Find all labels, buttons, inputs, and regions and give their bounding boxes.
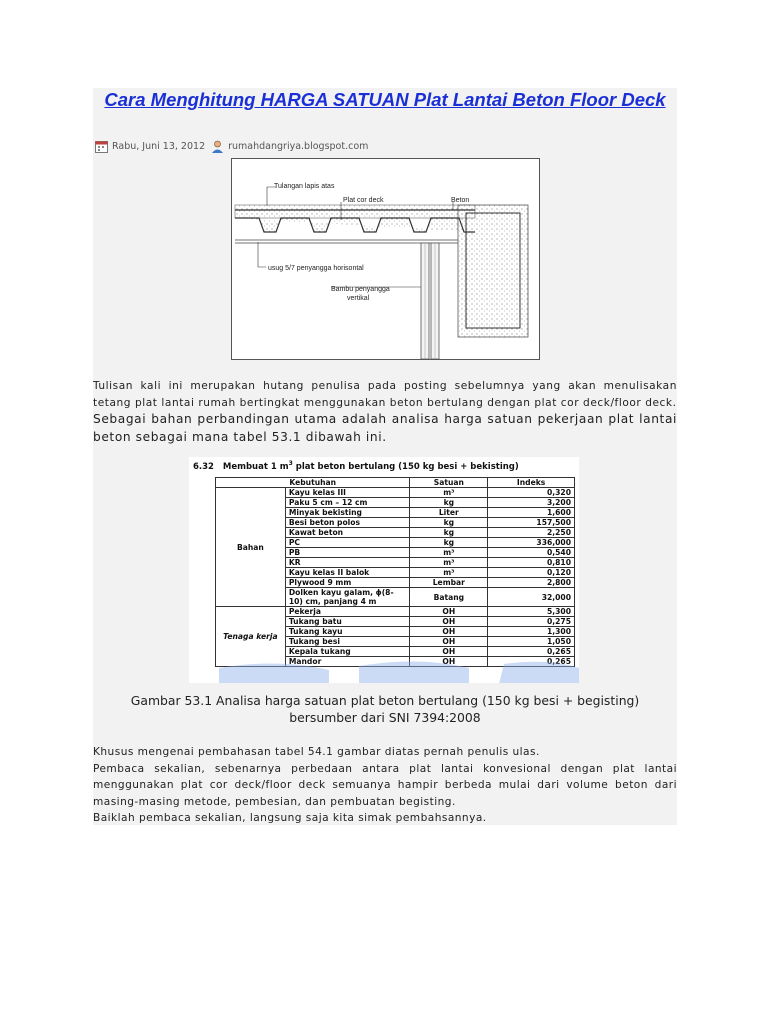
header-indeks: Indeks <box>488 478 575 488</box>
cell-unit: OH <box>410 627 488 637</box>
post-meta <box>95 138 368 154</box>
cell-item: Tukang besi <box>285 637 410 647</box>
cell-index: 0,120 <box>488 568 575 578</box>
cell-item: Kepala tukang <box>285 647 410 657</box>
cell-item: Minyak bekisting <box>285 508 410 518</box>
post-title-link[interactable]: Cara Menghitung HARGA SATUAN Plat Lantai Beton Floor Deck <box>104 89 666 110</box>
floor-deck-diagram <box>231 158 540 360</box>
body-text <box>93 744 677 827</box>
label-bambu-line2: vertikal <box>347 295 370 302</box>
cell-index: 3,200 <box>488 498 575 508</box>
label-plat-cor-deck: Plat cor deck <box>343 197 384 204</box>
post-date: Rabu, Juni 13, 2012 <box>112 140 206 152</box>
header-satuan: Satuan <box>410 478 488 488</box>
cell-unit: Liter <box>410 508 488 518</box>
cell-unit: OH <box>410 647 488 657</box>
table-row <box>216 488 575 498</box>
cell-index: 2,800 <box>488 578 575 588</box>
cell-index: 0,540 <box>488 548 575 558</box>
cell-unit: kg <box>410 498 488 508</box>
cell-item: PB <box>285 548 410 558</box>
table-title: 6.32 Membuat 1 $m^3$ plat beton bertulang (150 kg besi + bekisting) <box>193 460 519 472</box>
label-usug: usug 5/7 penyangga horisontal <box>268 265 364 272</box>
cell-unit: m³ <box>410 558 488 568</box>
cell-item: Tukang batu <box>285 617 410 627</box>
body-line1: Khusus mengenai pembahasan tabel 54.1 gambar diatas pernah penulis ulas. <box>93 746 540 758</box>
cell-unit: OH <box>410 607 488 617</box>
cell-index: 0,320 <box>488 488 575 498</box>
calendar-icon <box>95 140 108 153</box>
cell-unit: OH <box>410 617 488 627</box>
cell-index: 1,600 <box>488 508 575 518</box>
analysis-table <box>215 477 575 667</box>
figure-caption <box>93 692 677 726</box>
body-line3: Baiklah pembaca sekalian, langsung saja kita simak pembahsannya. <box>93 812 487 824</box>
cell-item: PC <box>285 538 410 548</box>
cell-unit: OH <box>410 637 488 647</box>
cell-item: Mandor <box>285 657 410 667</box>
user-icon <box>211 140 224 153</box>
caption-line1: Gambar 53.1 Analisa harga satuan plat beton bertulang (150 kg besi + begisting) <box>130 693 640 708</box>
cell-unit: Batang <box>410 588 488 607</box>
group-label: Bahan <box>216 488 286 607</box>
intro-paragraph: Tulisan kali ini merupakan hutang penulisa pada posting sebelumnya yang akan menulisakan tetang plat lantai rumah bertingkat menggunakan beton bertulang dengan plat cor deck/floor deck. <box>93 380 677 409</box>
cell-item: Tukang kayu <box>285 627 410 637</box>
table-header-row <box>216 478 575 488</box>
cell-item: Plywood 9 mm <box>285 578 410 588</box>
caption-line2: bersumber dari SNI 7394:2008 <box>289 710 481 725</box>
cell-index: 0,275 <box>488 617 575 627</box>
cell-item: Kayu kelas II balok <box>285 568 410 578</box>
cell-unit: m³ <box>410 488 488 498</box>
cell-index: 5,300 <box>488 607 575 617</box>
cell-index: 0,265 <box>488 657 575 667</box>
cell-item: Paku 5 cm – 12 cm <box>285 498 410 508</box>
cell-index: 2,250 <box>488 528 575 538</box>
cell-index: 336,000 <box>488 538 575 548</box>
cell-item: Kayu kelas III <box>285 488 410 498</box>
cell-item: Pekerja <box>285 607 410 617</box>
analysis-table-figure <box>189 457 579 683</box>
cell-index: 0,265 <box>488 647 575 657</box>
comparison-paragraph: Sebagai bahan perbandingan utama adalah analisa harga satuan pekerjaan plat lantai beton sebagai mana tabel 53.1 dibawah ini. <box>93 412 677 444</box>
cell-index: 157,500 <box>488 518 575 528</box>
cell-unit: kg <box>410 538 488 548</box>
label-bambu-line1: Bambu penyangga <box>331 286 390 293</box>
cell-unit: kg <box>410 518 488 528</box>
cell-unit: Lembar <box>410 578 488 588</box>
table-row <box>216 607 575 617</box>
cell-unit: OH <box>410 657 488 667</box>
cell-index: 1,050 <box>488 637 575 647</box>
cell-unit: m³ <box>410 568 488 578</box>
body-line2: Pembaca sekalian, sebenarnya perbedaan antara plat lantai konvesional dengan plat lantai menggunakan plat cor deck/floor deck semuanya hampir berbeda mulai dari volume beton dari masing-masing metode, pembesian, dan pembuatan begisting. <box>93 762 677 808</box>
cell-item: Dolken kayu galam, ϕ(8-10) cm, panjang 4 m <box>285 588 410 607</box>
label-tulangan: Tulangan lapis atas <box>274 183 335 190</box>
group-label: Tenaga kerja <box>216 607 286 667</box>
cell-index: 32,000 <box>488 588 575 607</box>
post-author[interactable]: rumahdangriya.blogspot.com <box>228 140 369 152</box>
cell-item: Kawat beton <box>285 528 410 538</box>
header-kebutuhan: Kebutuhan <box>216 478 410 488</box>
cell-index: 0,810 <box>488 558 575 568</box>
cell-item: Besi beton polos <box>285 518 410 528</box>
cell-unit: kg <box>410 528 488 538</box>
label-beton: Beton <box>451 197 470 204</box>
cell-index: 1,300 <box>488 627 575 637</box>
cell-unit: m³ <box>410 548 488 558</box>
cell-item: KR <box>285 558 410 568</box>
